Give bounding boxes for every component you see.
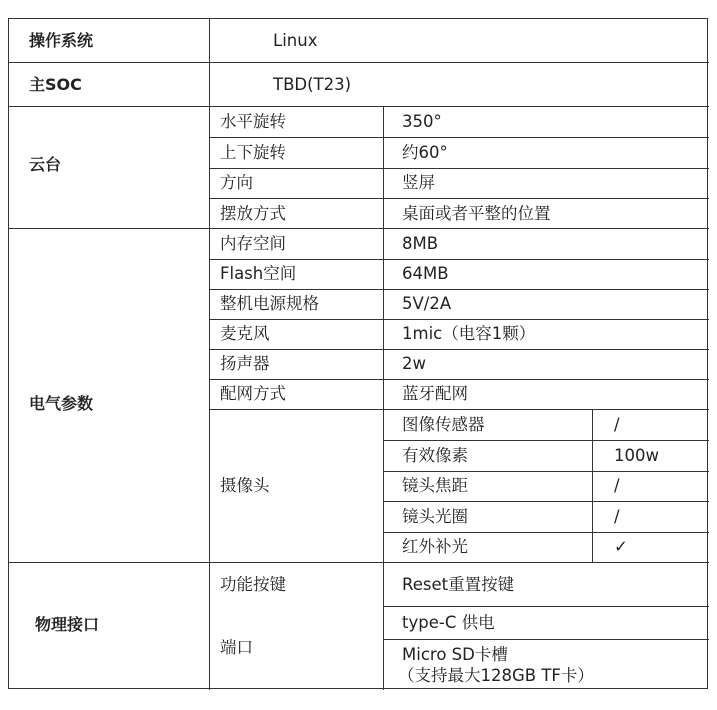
soc-value: TBD(T23) (273, 75, 352, 94)
row-divider (209, 137, 709, 138)
spec-table (8, 18, 708, 689)
gimbal-key: 水平旋转 (220, 112, 286, 131)
row-divider (209, 409, 709, 410)
camera-key: 镜头光圈 (402, 507, 468, 526)
physical-value: Reset重置按键 (402, 575, 515, 594)
row-divider (383, 532, 709, 533)
row-divider (209, 319, 709, 320)
gimbal-value: 桌面或者平整的位置 (402, 204, 551, 223)
camera-key: 有效像素 (402, 446, 468, 465)
row-divider (383, 606, 709, 607)
row-divider (209, 289, 709, 290)
row-divider (9, 228, 709, 229)
electrical-value: 5V/2A (402, 294, 452, 313)
row-divider (209, 198, 709, 199)
electrical-key: 整机电源规格 (220, 294, 319, 313)
row-divider (209, 259, 709, 260)
physical-key: 端口 (220, 638, 253, 657)
electrical-key: 扬声器 (220, 354, 270, 373)
row-divider (209, 379, 709, 380)
gimbal-value: 竖屏 (402, 173, 435, 192)
gimbal-key: 摆放方式 (220, 204, 286, 223)
row-divider (209, 349, 709, 350)
electrical-value: 1mic（电容1颗） (402, 324, 536, 343)
electrical-label: 电气参数 (29, 394, 94, 413)
os-label: 操作系统 (29, 31, 94, 50)
electrical-value: 2w (402, 354, 426, 373)
gimbal-key: 方向 (220, 173, 253, 192)
col-divider-3 (592, 409, 593, 562)
gimbal-key: 上下旋转 (220, 143, 286, 162)
camera-label: 摄像头 (220, 476, 270, 495)
os-value: Linux (273, 31, 318, 50)
electrical-key: 内存空间 (220, 234, 286, 253)
row-divider (383, 501, 709, 502)
soc-label: 主SOC (29, 75, 82, 94)
camera-value: / (614, 415, 620, 434)
check-icon: ✓ (614, 537, 628, 556)
row-divider (383, 471, 709, 472)
row-divider (209, 168, 709, 169)
camera-key: 图像传感器 (402, 415, 485, 434)
physical-key: 功能按键 (220, 575, 286, 594)
gimbal-label: 云台 (29, 155, 62, 174)
gimbal-value: 约60° (402, 143, 448, 162)
electrical-value: 蓝牙配网 (402, 384, 468, 403)
camera-key: 红外补光 (402, 537, 468, 556)
electrical-key: Flash空间 (220, 264, 297, 283)
camera-value: 100w (614, 446, 659, 465)
camera-value: / (614, 507, 620, 526)
row-divider (9, 106, 709, 107)
col-divider-1 (209, 19, 210, 690)
electrical-key: 麦克风 (220, 324, 270, 343)
row-divider (383, 440, 709, 441)
physical-value: （支持最大128GB TF卡） (398, 666, 594, 685)
physical-value: Micro SD卡槽 (402, 645, 508, 664)
col-divider-2 (383, 106, 384, 690)
electrical-value: 8MB (402, 234, 439, 253)
row-divider (9, 562, 709, 563)
row-divider (9, 62, 709, 63)
electrical-key: 配网方式 (220, 384, 286, 403)
camera-key: 镜头焦距 (402, 476, 468, 495)
electrical-value: 64MB (402, 264, 449, 283)
physical-label: 物理接口 (35, 615, 100, 634)
physical-value: type-C 供电 (402, 613, 495, 632)
row-divider (383, 639, 709, 640)
camera-value: / (614, 476, 620, 495)
gimbal-value: 350° (402, 112, 442, 131)
